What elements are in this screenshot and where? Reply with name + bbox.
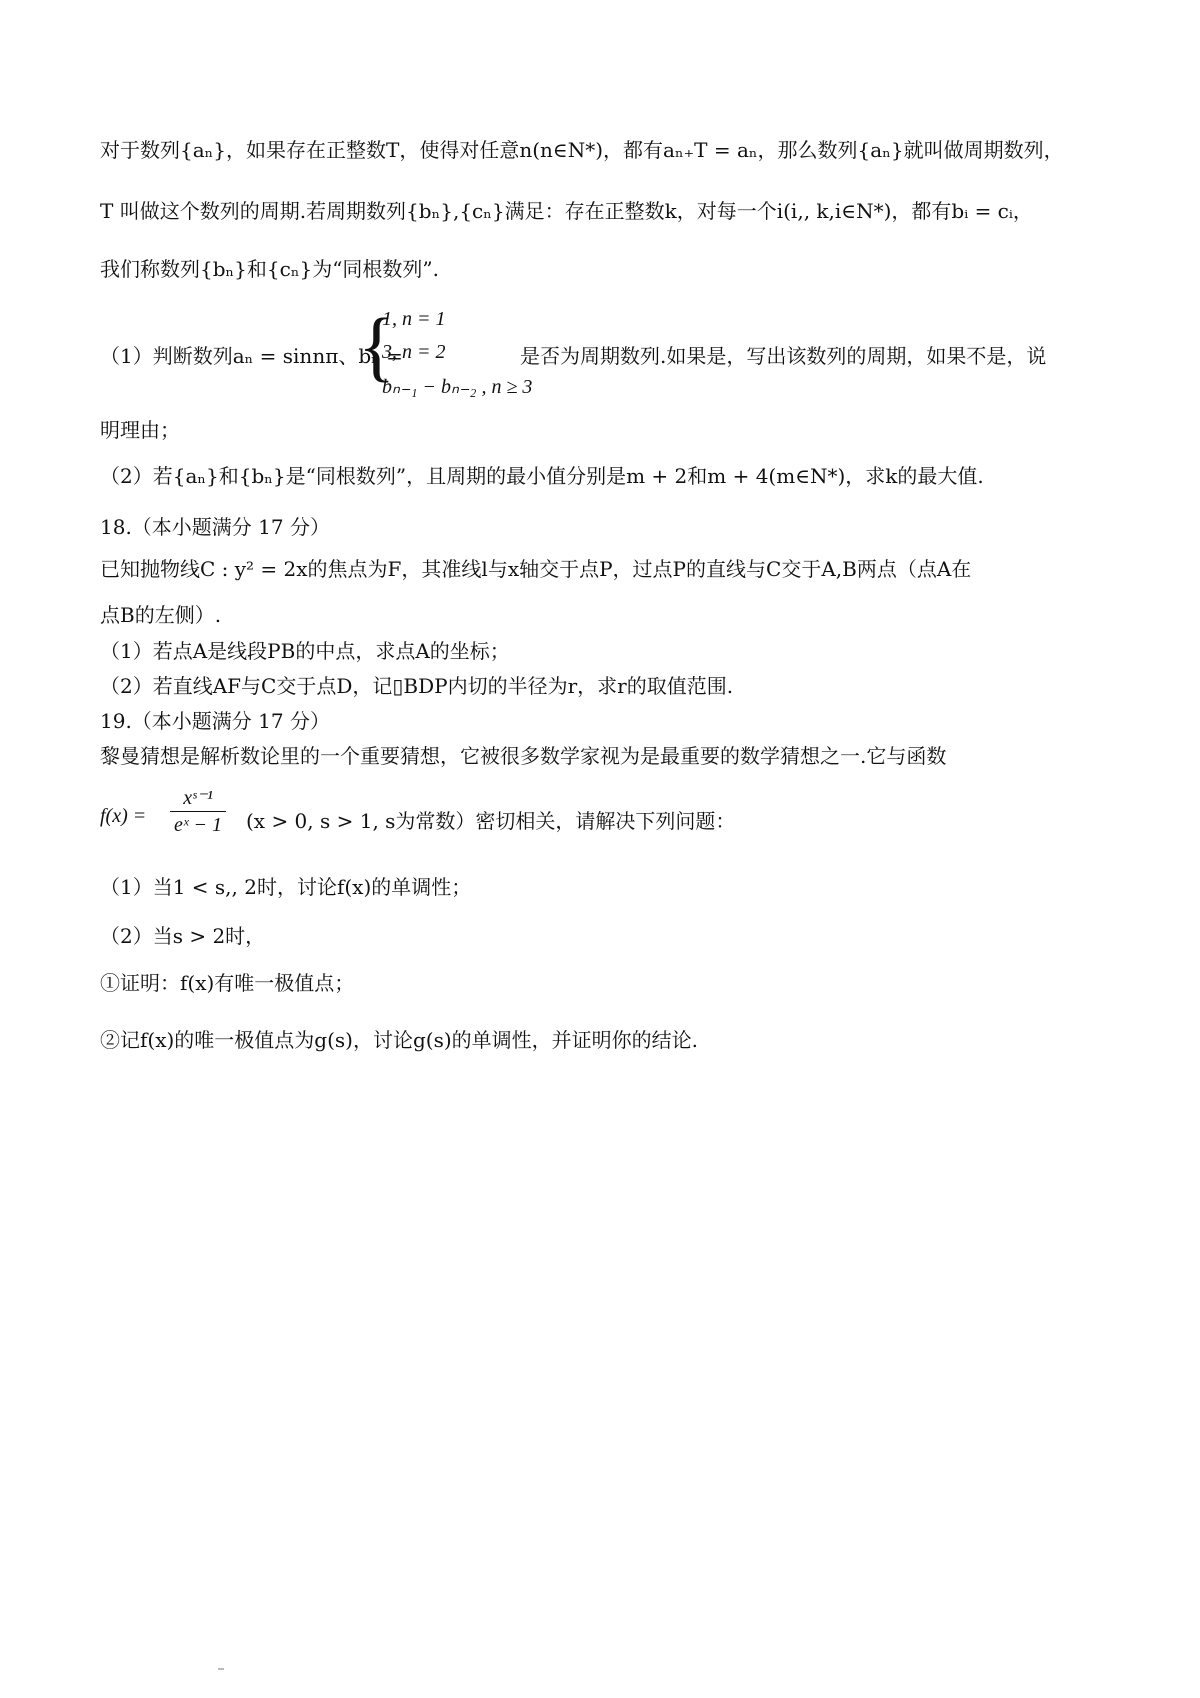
piecewise-case-2: 3, n = 2 bbox=[382, 341, 446, 363]
question-19-heading: 19.（本小题满分 17 分） bbox=[100, 709, 330, 733]
question-18-heading: 18.（本小题满分 17 分） bbox=[100, 515, 330, 539]
function-definition bbox=[100, 785, 1110, 855]
question-19-stem: 黎曼猜想是解析数论里的一个重要猜想，它被很多数学家视为是最重要的数学猜想之一.它与函数 bbox=[100, 744, 947, 768]
text-line-periodic-definition: 对于数列{aₙ}，如果存在正整数T，使得对任意n(n∈N*)，都有aₙ₊T = aₙ，那么数列{aₙ}就叫做周期数列， bbox=[100, 138, 1064, 162]
question-18-stem: 已知抛物线C : y² = 2x的焦点为F，其准线l与x轴交于点P，过点P的直线与C交于A,B两点（点A在 bbox=[100, 557, 972, 581]
part-1-prefix: （1）判断数列aₙ = sinnπ、bₙ = bbox=[100, 344, 403, 368]
text-line-same-root-name: 我们称数列{bₙ}和{cₙ}为“同根数列”. bbox=[100, 257, 440, 281]
function-fraction bbox=[170, 785, 226, 838]
function-conditions: (x > 0, s > 1, s为常数）密切相关，请解决下列问题： bbox=[246, 809, 736, 833]
question-18-part-2: （2）若直线AF与C交于点D，记▯BDP内切的半径为r，求r的取值范围. bbox=[100, 674, 734, 698]
question-19-part-1: （1）当1 < s,, 2时，讨论f(x)的单调性； bbox=[100, 875, 472, 899]
text-line-reason: 明理由； bbox=[100, 418, 180, 442]
function-lhs: f(x) = bbox=[100, 805, 147, 827]
question-19-part-2: （2）当s > 2时， bbox=[100, 924, 266, 948]
footer-mark bbox=[218, 1668, 224, 1670]
question-18-part-1: （1）若点A是线段PB的中点，求点A的坐标； bbox=[100, 639, 510, 663]
question-18-stem-cont: 点B的左侧）. bbox=[100, 603, 222, 627]
fraction-numerator: xˢ⁻¹ bbox=[170, 785, 226, 812]
piecewise-case-3: bₙ₋₁ − bₙ₋₂ , n ≥ 3 bbox=[382, 376, 533, 398]
piecewise-brace: { bbox=[358, 302, 396, 389]
fraction-denominator: eˣ − 1 bbox=[174, 814, 223, 836]
part-1-suffix: 是否为周期数列.如果是，写出该数列的周期，如果不是，说 bbox=[520, 344, 1047, 368]
text-line-period-same-root: T 叫做这个数列的周期.若周期数列{bₙ},{cₙ}满足：存在正整数k，对每一个i(i,, k,i∈N*)，都有bᵢ = cᵢ， bbox=[100, 199, 1033, 223]
question-19-part-2-ii: ②记f(x)的唯一极值点为g(s)，讨论g(s)的单调性，并证明你的结论. bbox=[100, 1028, 698, 1052]
question-17-part-2: （2）若{aₙ}和{bₙ}是“同根数列”，且周期的最小值分别是m + 2和m + 4(m∈N*)，求k的最大值. bbox=[100, 464, 984, 488]
question-19-part-2-i: ①证明：f(x)有唯一极值点； bbox=[100, 971, 355, 995]
piecewise-case-1: 1, n = 1 bbox=[382, 308, 446, 330]
question-17-part-1 bbox=[100, 302, 1110, 405]
